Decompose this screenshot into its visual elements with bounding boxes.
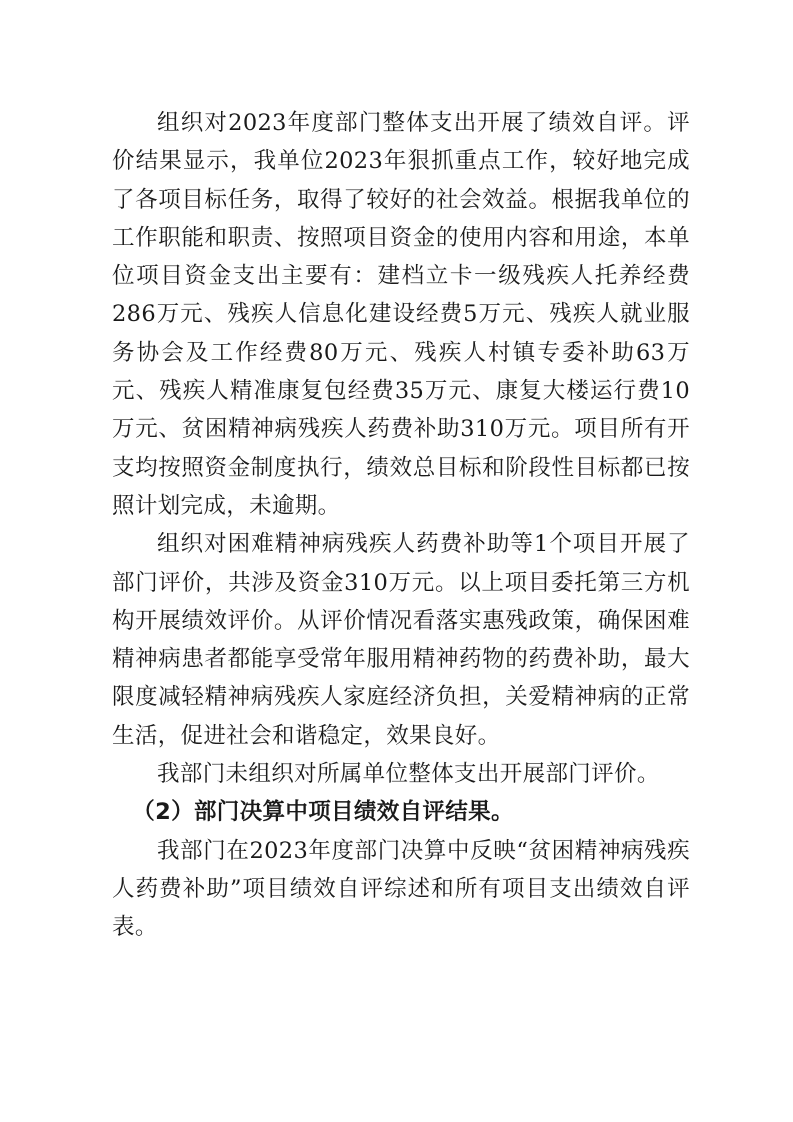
paragraph-department-evaluation: 组织对困难精神病残疾人药费补助等1个项目开展了部门评价，共涉及资金310万元。以上项目委托第三方机构开展绩效评价。从评价情况看落实惠残政策，确保困难精神病患者都能享受常年服用精神药物的药费补助，最大限度减轻精神病残疾人家庭经济负担，关爱精神病的正常生活，促进社会和谐稳定，效果良好。 <box>112 531 690 749</box>
paragraph-final-accounts: 我部门在2023年度部门决算中反映“贫困精神病残疾人药费补助”项目绩效自评综述和所有项目支出绩效自评表。 <box>112 837 690 941</box>
document-body <box>112 104 690 947</box>
paragraph-unit-evaluation: 我部门未组织对所属单位整体支出开展部门评价。 <box>157 761 660 788</box>
paragraph-self-evaluation: 组织对2023年度部门整体支出开展了绩效自评。评价结果显示，我单位2023年狠抓重点工作，较好地完成了各项目标任务，取得了较好的社会效益。根据我单位的工作职能和职责、按照项目资金的使用内容和用途，本单位项目资金支出主要有：建档立卡一级残疾人托养经费286万元、残疾人信息化建设经费5万元、残疾人就业服务协会及工作经费80万元、残疾人村镇专委补助63万元、残疾人精准康复包经费35万元、康复大楼运行费10万元、贫困精神病残疾人药费补助310万元。项目所有开支均按照资金制度执行，绩效总目标和阶段性目标都已按照计划完成，未逾期。 <box>112 110 690 519</box>
section-heading: （2）部门决算中项目绩效自评结果。 <box>132 799 514 826</box>
